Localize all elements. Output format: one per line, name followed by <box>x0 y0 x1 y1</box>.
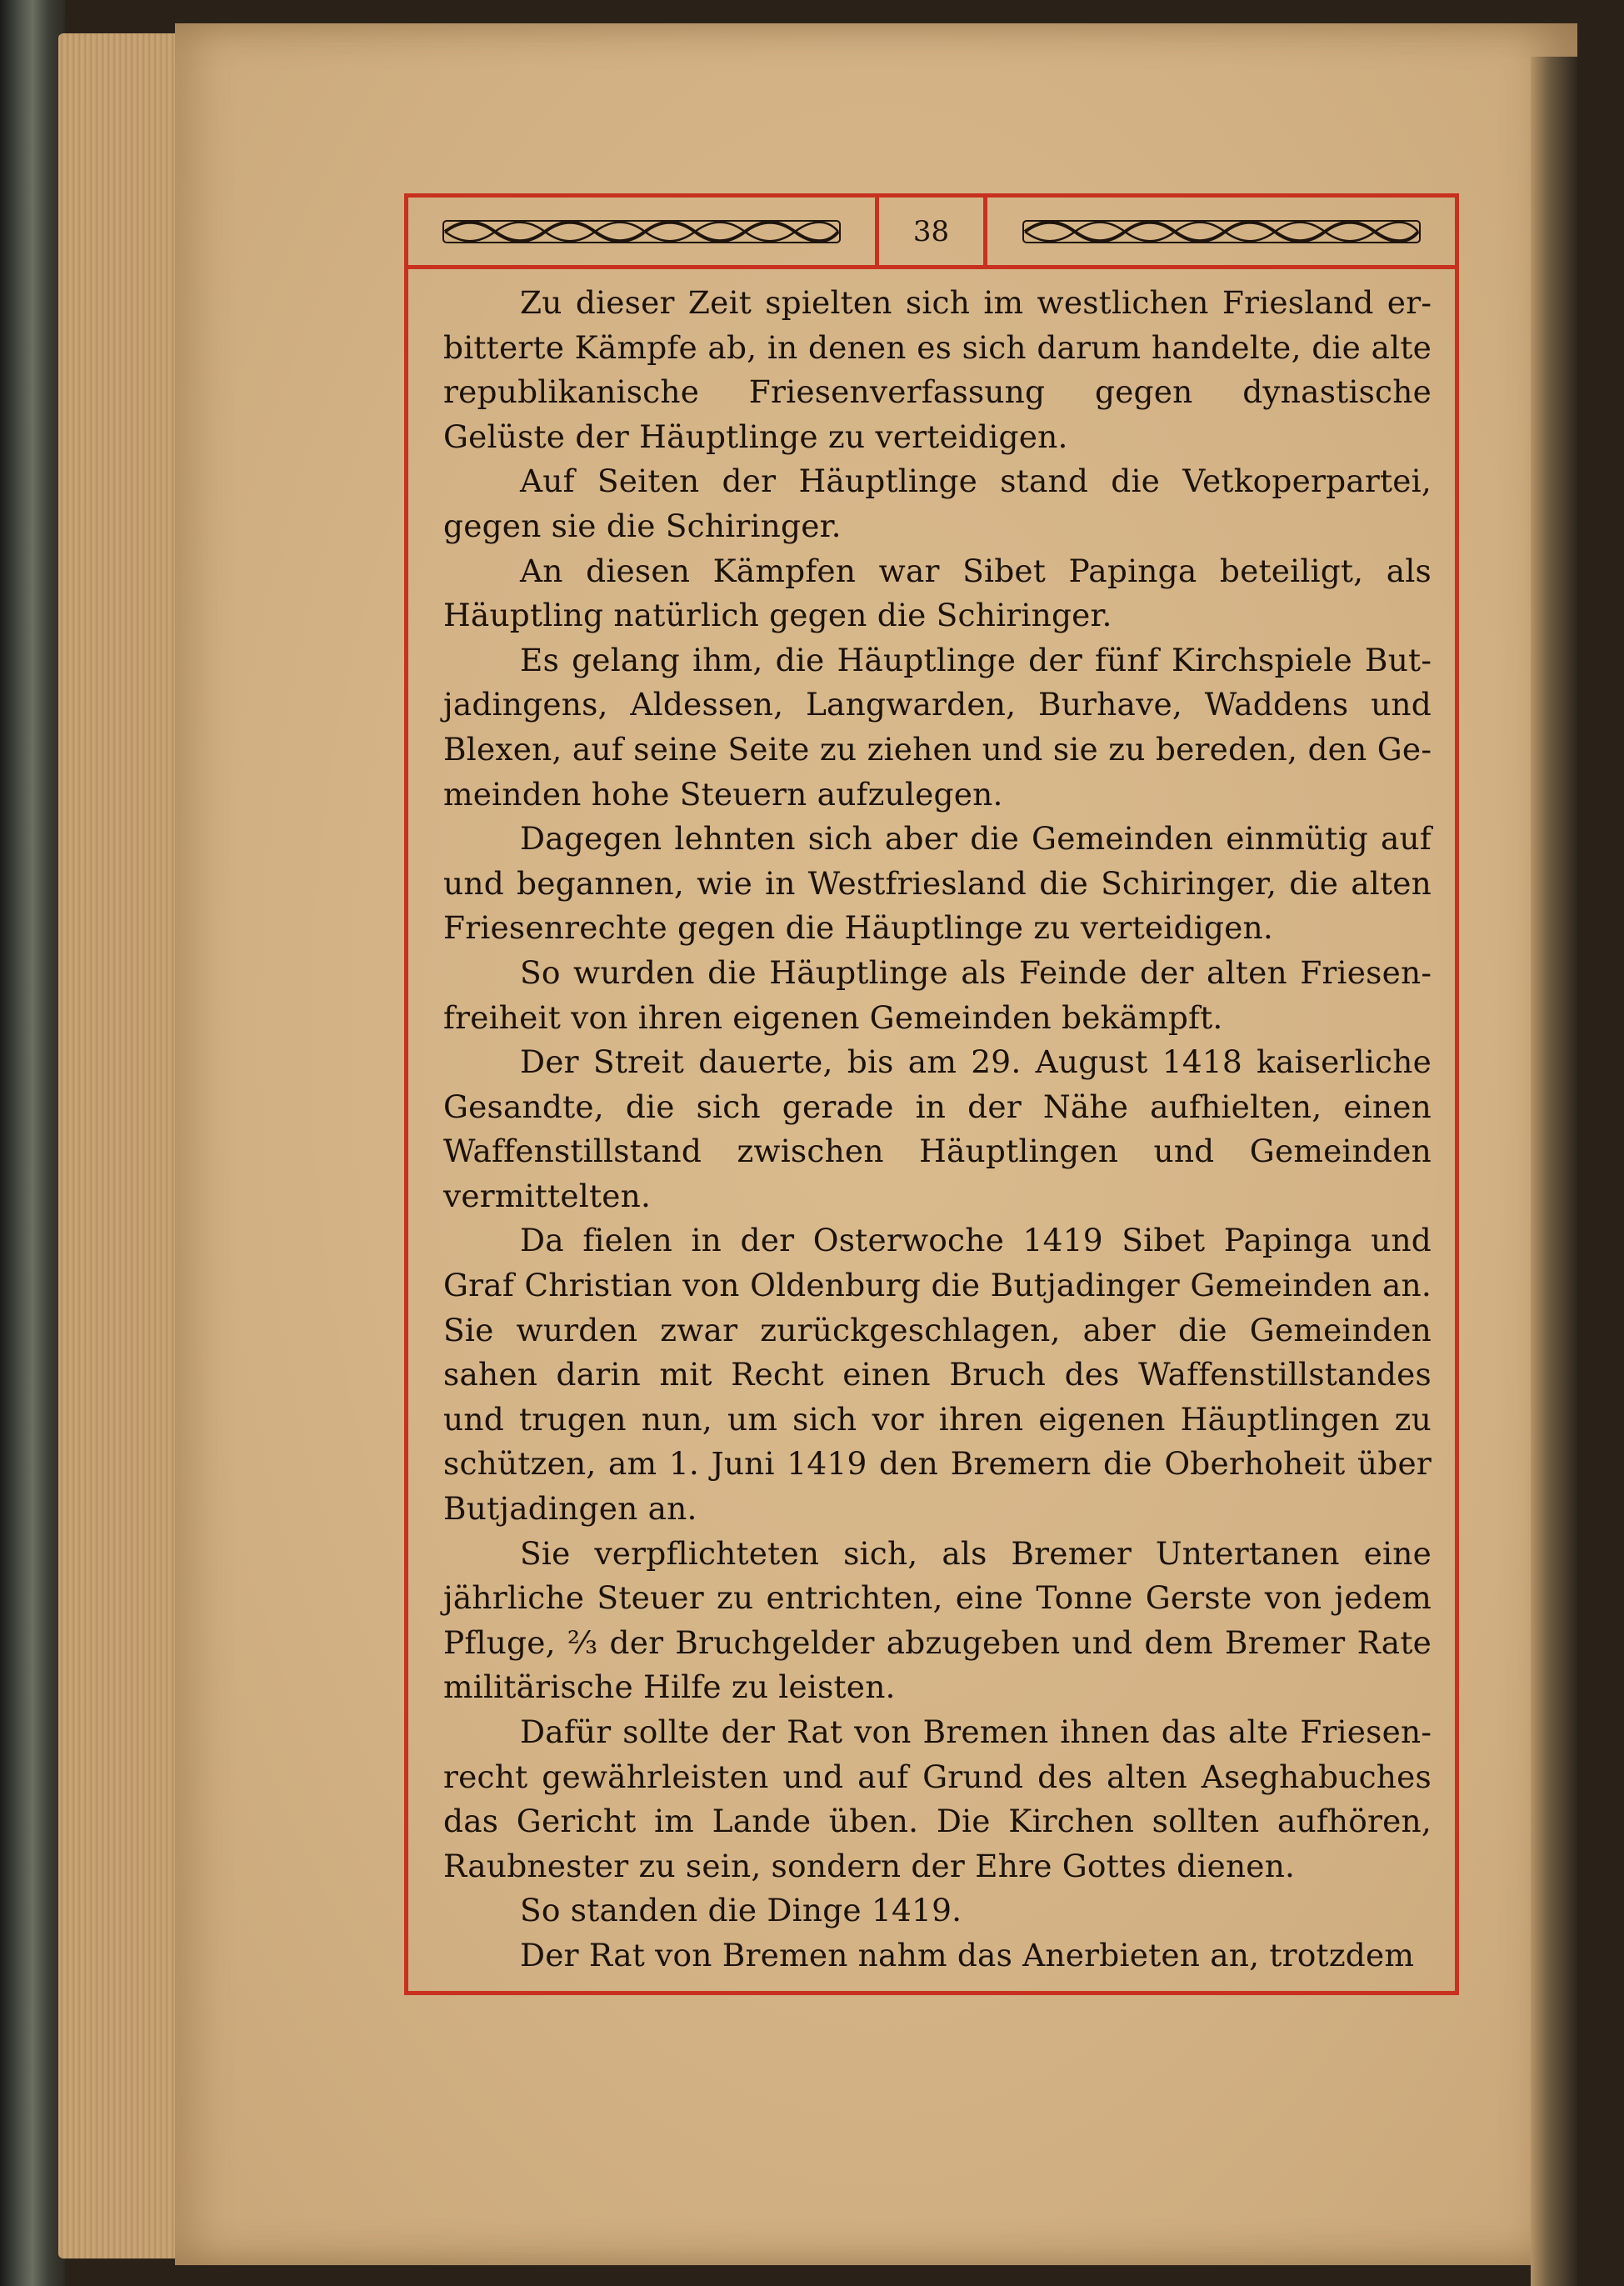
paragraph: Da fielen in der Osterwoche 1419 Sibet Papinga und Graf Christian von Oldenburg die Butjadinger Gemeinden an. Sie wurden zwar zurückgeschlagen, aber die Gemeinden sahen darin mit Recht einen Bruch des Waffenstillstandes und trugen nun, um sich vor ihren eigenen Häuptlingen zu schützen, am 1. Juni 1419 den Bremern die Oberhoheit über Butjadingen an. <box>443 1222 1432 1528</box>
paragraph: Dagegen lehnten sich aber die Gemeinden einmütig auf und begannen, wie in Westfriesland die Schiringer, die alten Friesenrechte gegen die Häuptlinge zu verteidigen. <box>443 820 1432 947</box>
paragraph: Der Streit dauerte, bis am 29. August 1418 kaiserliche Gesandte, die sich gerade in der Nähe aufhielten, einen Waffenstillstand zwischen Häuptlingen und Gemeinden vermittelten. <box>443 1043 1432 1214</box>
paragraph: Dafür sollte der Rat von Bremen ihnen das alte Friesenrecht gewährleisten und auf Grund des alten Aseghabuches das Gericht im Lande üben. Die Kirchen sollten aufhören, Raubnester zu sein, sondern der Ehre Gottes dienen. <box>443 1713 1432 1884</box>
paragraph: Der Rat von Bremen nahm das Anerbieten an, trotzdem <box>520 1936 1415 1973</box>
page-frame <box>404 193 1459 1995</box>
paragraph: An diesen Kämpfen war Sibet Papinga beteiligt, als Häuptling natürlich gegen die Schiringer. <box>443 552 1432 634</box>
page-header <box>408 198 1455 269</box>
page-number-cell <box>875 198 987 265</box>
paragraph: Zu dieser Zeit spielten sich im westlichen Friesland erbitterte Kämpfe ab, in denen es sich darum handelte, die alte republikanische Friesenverfassung gegen dynastische Gelüste der Häuptlinge zu verteidigen. <box>443 284 1432 455</box>
book-cover-edge <box>0 0 65 2286</box>
ornament-right-icon <box>987 198 1455 265</box>
body-text <box>443 281 1432 1978</box>
paragraph: Es gelang ihm, die Häuptlinge der fünf Kirchspiele Butjadingens, Aldessen, Langwarden, Burhave, Waddens und Blexen, auf seine Seite zu ziehen und sie zu bereden, den Gemeinden hohe Steuern aufzulegen. <box>443 641 1432 813</box>
book-gutter <box>1531 57 1577 2286</box>
ornament-left-icon <box>408 198 875 265</box>
paragraph: Sie verpflichteten sich, als Bremer Untertanen eine jährliche Steuer zu entrichten, eine Tonne Gerste von jedem Pfluge, ⅔ der Bruchgelder abzugeben und dem Bremer Rate militärische Hilfe zu leisten. <box>443 1534 1432 1706</box>
paragraph: Auf Seiten der Häuptlinge stand die Vetkoperpartei, gegen sie die Schiringer. <box>443 463 1432 544</box>
paragraph: So standen die Dinge 1419. <box>520 1892 962 1929</box>
paragraph: So wurden die Häuptlinge als Feinde der alten Friesenfreiheit von ihren eigenen Gemeinden bekämpft. <box>443 953 1432 1036</box>
page-number: 38 <box>912 214 950 248</box>
